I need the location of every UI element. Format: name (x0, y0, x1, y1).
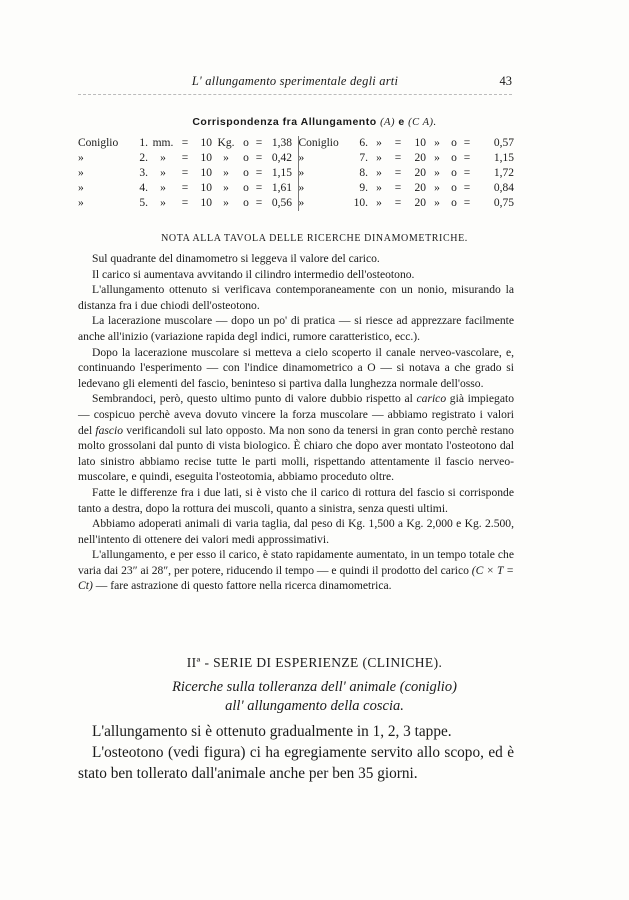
table-cell: » (298, 182, 305, 194)
table-cell: 1,72 (493, 167, 514, 179)
table-cell: » (298, 152, 305, 164)
correspondence-table (78, 136, 514, 211)
table-cell: 3. (139, 167, 148, 179)
table-row (78, 151, 514, 166)
paragraph: Dopo la lacerazione muscolare si metteva a cielo scoperto il canale nerveo-vascolare, e, continuando l'esperimento — con l'indice dinamometrico a O — si notava a che grado si ledevano gli elementi del fascio, beninteso si partiva dalla lunghezza normale dell'osso. (78, 345, 514, 390)
table-cell: 10 (200, 152, 212, 164)
table-cell: = (181, 137, 189, 149)
table-cell: » (376, 197, 382, 209)
table-cell: = (255, 152, 263, 164)
table-cell: = (255, 182, 263, 194)
table-cell: = (394, 137, 402, 149)
table-cell: » (434, 167, 440, 179)
table-cell: » (78, 197, 84, 209)
table-cell: 10. (353, 197, 368, 209)
subtitle-line: all' allungamento della coscia. (225, 698, 404, 714)
series-heading: IIª - SERIE DI ESPERIENZE (CLINICHE). (186, 655, 443, 670)
table-row (78, 181, 514, 196)
table-cell: 1,38 (271, 137, 292, 149)
table-title (0, 116, 629, 128)
table-cell: 5. (139, 197, 148, 209)
table-cell: = (463, 197, 471, 209)
table-cell: 9. (359, 182, 368, 194)
table-cell: » (223, 182, 229, 194)
table-cell: 20 (414, 197, 426, 209)
table-cell: = (181, 167, 189, 179)
table-cell: » (376, 167, 382, 179)
table-cell: » (298, 167, 305, 179)
table-title-e: e (398, 116, 405, 128)
table-row (78, 136, 514, 151)
table-cell: » (223, 167, 229, 179)
final-text (78, 721, 514, 784)
table-cell: = (255, 137, 263, 149)
formula: (C × T = Ct) (78, 563, 514, 593)
table-cell: = (181, 197, 189, 209)
table-cell: Coniglio (78, 137, 119, 149)
table-cell: » (376, 182, 382, 194)
paragraph: L'osteotono (vedi figura) ci ha egregiamente servito allo scopo, ed è stato ben tollerato dall'animale anche per ben 35 giorni. (78, 744, 514, 782)
table-cell: o (243, 197, 249, 209)
table-cell: = (394, 182, 402, 194)
table-cell: = (463, 137, 471, 149)
running-header (78, 74, 512, 95)
text: L'allungamento, e per esso il carico, è stato rapidamente aumentato, in un tempo totale che varia dai 23″ ai 28″, per potere, riducendo il tempo — e quindi il prodotto del carico (78, 548, 514, 577)
table-cell: = (394, 197, 402, 209)
table-cell: 0,56 (271, 197, 292, 209)
table-cell: mm. (152, 137, 174, 149)
table-cell: » (434, 182, 440, 194)
table-title-c: (C A). (408, 117, 437, 128)
table-cell: 1,15 (493, 152, 514, 164)
table-cell: = (394, 167, 402, 179)
table-cell: o (451, 137, 457, 149)
section-subtitle (0, 678, 629, 716)
table-cell: o (243, 152, 249, 164)
paragraph (78, 391, 514, 485)
paragraph: Sul quadrante del dinamometro si leggeva il valore del carico. (92, 252, 380, 265)
paragraph: L'allungamento ottenuto si verificava contemporaneamente con un nonio, misurando la distanza fra i due chiodi dell'osteotono. (78, 283, 514, 312)
table-cell: 10 (200, 182, 212, 194)
paragraph: Abbiamo adoperati animali di varia taglia, dal peso di Kg. 1,500 a Kg. 2,000 e Kg. 2.500, nell'intento di ottenere dei valori medi approssimativi. (78, 517, 514, 546)
table-cell: 4. (139, 182, 148, 194)
table-cell: 1,61 (271, 182, 292, 194)
table-cell: = (255, 167, 263, 179)
table-cell: = (463, 167, 471, 179)
table-cell: o (451, 167, 457, 179)
text: verificandoli sul lato opposto. Ma non sono da tenersi in gran conto perchè restano molto grossolani dal punto di vista biologico. È chiaro che dopo aver montato l'osteotono dal lato sinistro abbiamo recise tutte le parti molli, rispettando attentamente il fascio nerveo-muscolare, e quindi, eseguita l'osteotomia, abbiamo proceduto oltre. (78, 423, 514, 484)
table-cell: » (160, 167, 166, 179)
table-row (78, 166, 514, 181)
table-cell: » (298, 197, 305, 209)
table-cell: 2. (139, 152, 148, 164)
table-cell: o (243, 167, 249, 179)
table-cell: » (160, 197, 166, 209)
table-cell: o (451, 197, 457, 209)
table-cell: » (376, 137, 382, 149)
table-cell: = (463, 152, 471, 164)
table-cell: » (160, 182, 166, 194)
table-cell: 20 (414, 167, 426, 179)
table-cell: 0,84 (493, 182, 514, 194)
table-cell: 7. (359, 152, 368, 164)
table-cell: » (78, 152, 84, 164)
table-cell: 0,42 (271, 152, 292, 164)
table-cell: 8. (359, 167, 368, 179)
paragraph: Il carico si aumentava avvitando il cilindro intermedio dell'osteotono. (92, 267, 415, 281)
table-cell: 1. (139, 137, 148, 149)
table-cell: » (434, 152, 440, 164)
table-cell: » (78, 167, 84, 179)
table-cell: = (181, 182, 189, 194)
paragraph (78, 547, 514, 594)
table-cell: 10 (200, 167, 212, 179)
table-cell: » (434, 197, 440, 209)
table-title-prefix: Corrispondenza fra Allungamento (192, 116, 377, 128)
table-cell: 0,57 (493, 137, 514, 149)
table-cell: Kg. (217, 137, 235, 149)
table-cell: » (78, 182, 84, 194)
table-cell: o (243, 182, 249, 194)
table-cell: = (181, 152, 189, 164)
table-title-a: (A) (380, 117, 395, 128)
table-cell: 10 (200, 197, 212, 209)
page-number: 43 (499, 74, 512, 88)
italic-word: carico (416, 392, 447, 406)
table-cell: 10 (414, 137, 426, 149)
table-cell: Coniglio (298, 137, 339, 149)
table-cell: o (451, 182, 457, 194)
subtitle-line: Ricerche sulla tolleranza dell' animale (coniglio) (172, 679, 457, 695)
table-cell: o (243, 137, 249, 149)
table-cell: » (376, 152, 382, 164)
table-row (78, 196, 514, 211)
text: Sembrandoci, però, questo ultimo punto di valore dubbio rispetto al (92, 392, 413, 406)
running-title: L' allungamento sperimentale degli arti (191, 74, 399, 88)
table-cell: » (223, 197, 229, 209)
nota-heading: NOTA ALLA TAVOLA DELLE RICERCHE DINAMOMETRICHE. (161, 233, 468, 244)
text: già impiegato — cospicuo perchè aveva dovuto vincere la forza muscolare — abbiamo registrato i valori del (78, 392, 514, 437)
table-cell: 20 (414, 182, 426, 194)
table-cell: = (463, 182, 471, 194)
table-cell: = (255, 197, 263, 209)
table-cell: 0,75 (493, 197, 514, 209)
table-cell: » (434, 137, 440, 149)
table-cell: 6. (359, 137, 368, 149)
table-cell: » (223, 152, 229, 164)
paragraph: L'allungamento si è ottenuto gradualmente in 1, 2, 3 tappe. (92, 723, 452, 740)
table-cell: o (451, 152, 457, 164)
table-cell: 20 (414, 152, 426, 164)
paragraph: Fatte le differenze fra i due lati, si è visto che il carico di rottura del fascio si corrisponde tanto a destra, dopo la rottura dei muscoli, quanto a sinistra, senza questi ultimi. (78, 485, 514, 515)
table-cell: » (160, 152, 166, 164)
paragraph: La lacerazione muscolare — dopo un po' di pratica — si riesce ad apprezzare facilmente anche all'inizio (variazione rapida degl indici, rumore caratteristico, ecc.). (78, 314, 514, 343)
table-cell: 10 (200, 137, 212, 149)
table-cell: = (394, 152, 402, 164)
body-text (78, 251, 514, 594)
table-cell: 1,15 (271, 167, 292, 179)
italic-word: fascio (95, 423, 124, 437)
text: — fare astrazione di questo fattore nella ricerca dinamometrica. (95, 579, 392, 593)
